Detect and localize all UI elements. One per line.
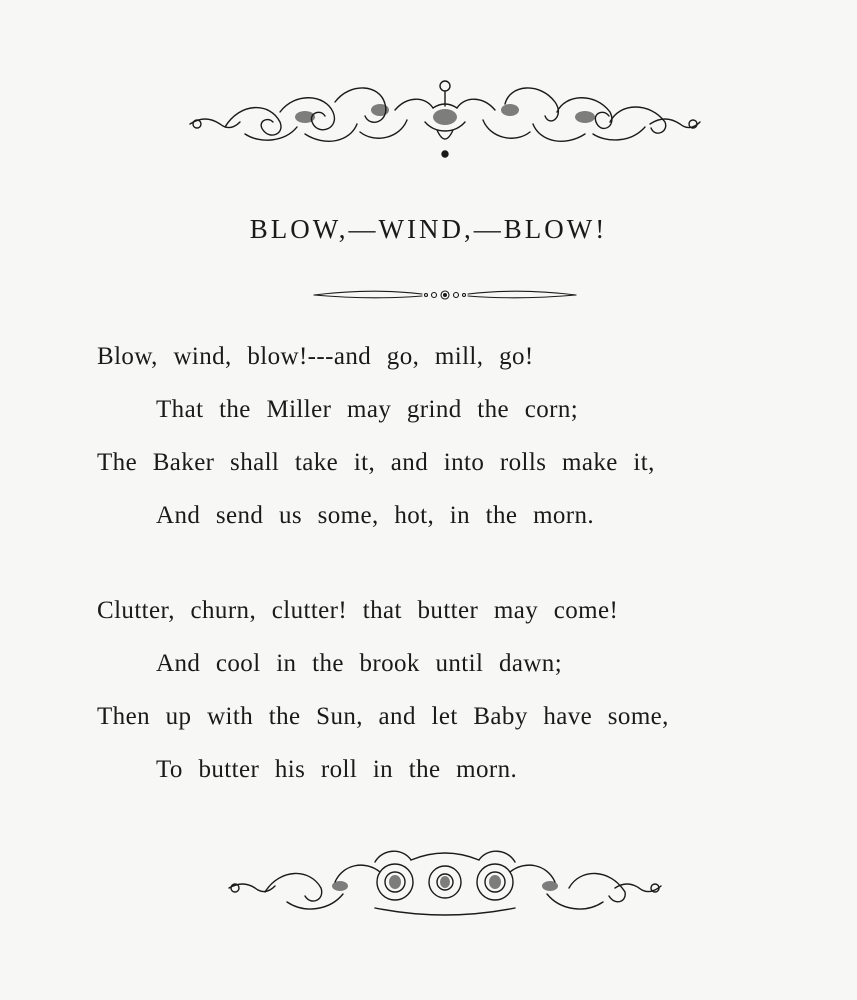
stanza-1-line-1: Blow, wind, blow!---and go, mill, go! [97, 343, 534, 370]
stanza-2-line-1: Clutter, churn, clutter! that butter may come! [97, 597, 619, 624]
stanza-2-line-4: To butter his roll in the morn. [156, 756, 518, 783]
bottom-scroll-ornament-icon [225, 842, 665, 924]
stanza-1-line-3: The Baker shall take it, and into rolls make it, [97, 449, 655, 476]
stanza-2-line-2: And cool in the brook until dawn; [156, 650, 563, 677]
stanza-1-line-4: And send us some, hot, in the morn. [156, 502, 595, 529]
stanza-2-line-3: Then up with the Sun, and let Baby have some, [97, 703, 669, 730]
stanza-1-line-2: That the Miller may grind the corn; [156, 396, 579, 423]
poem-title: BLOW,—WIND,—BLOW! [249, 214, 608, 244]
